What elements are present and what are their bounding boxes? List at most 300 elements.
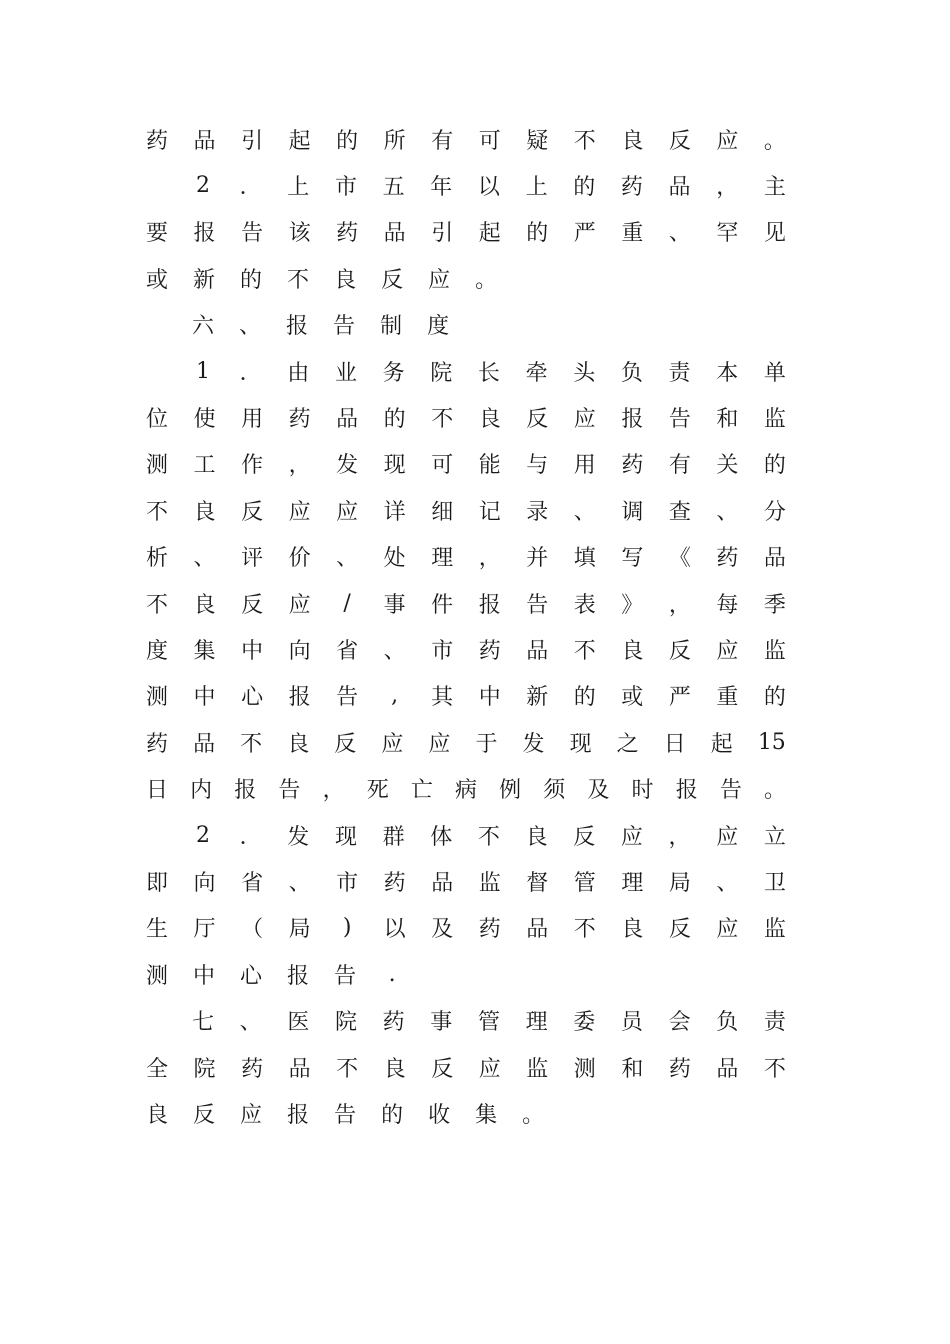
text-glyph: 上 <box>287 175 310 201</box>
text-glyph: 。 <box>475 267 498 293</box>
text-glyph: 理 <box>431 546 454 572</box>
text-glyph: 市 <box>431 638 454 664</box>
text-line <box>146 626 786 672</box>
text-line <box>146 348 786 394</box>
text-glyph: 病 <box>454 778 477 804</box>
text-glyph: 、 <box>239 1010 262 1036</box>
text-glyph: 反 <box>526 407 549 433</box>
text-glyph: 中 <box>193 685 216 711</box>
text-glyph: 处 <box>383 546 406 572</box>
text-glyph: 细 <box>431 499 454 525</box>
text-glyph: 不 <box>287 267 310 293</box>
text-glyph: 负 <box>716 1010 739 1036</box>
text-glyph: 应 <box>716 638 739 664</box>
text-glyph: ， <box>716 175 739 201</box>
text-line <box>146 580 786 626</box>
text-glyph: 头 <box>573 360 596 386</box>
text-glyph: 反 <box>241 499 264 525</box>
text-glyph: 不 <box>431 407 454 433</box>
text-glyph: 和 <box>716 407 739 433</box>
text-glyph: 监 <box>478 870 501 896</box>
text-glyph: 价 <box>288 546 311 572</box>
text-glyph: 评 <box>241 546 264 572</box>
text-glyph: 测 <box>146 963 169 989</box>
text-glyph: 1 <box>196 358 210 384</box>
text-glyph: 测 <box>146 453 169 479</box>
text-glyph: 集 <box>193 638 216 664</box>
text-glyph: 医 <box>287 1010 310 1036</box>
text-glyph: 度 <box>146 638 169 664</box>
text-glyph: 。 <box>763 778 786 804</box>
text-glyph: 的 <box>526 221 549 247</box>
text-glyph: 药 <box>336 221 359 247</box>
text-glyph: 委 <box>573 1010 596 1036</box>
text-glyph: 件 <box>431 592 454 618</box>
text-glyph: 发 <box>287 824 310 850</box>
text-glyph: 录 <box>526 499 549 525</box>
text-glyph: 厅 <box>193 917 216 943</box>
text-glyph: 以 <box>477 175 500 201</box>
text-line <box>146 302 786 348</box>
text-glyph: 良 <box>621 917 644 943</box>
text-glyph: 测 <box>146 685 169 711</box>
text-glyph: 向 <box>193 870 216 896</box>
text-glyph: 测 <box>573 1056 596 1082</box>
text-glyph: 本 <box>716 360 739 386</box>
text-glyph: ) <box>342 915 352 941</box>
text-line <box>146 1090 786 1136</box>
text-glyph: 生 <box>146 917 169 943</box>
text-glyph: 应 <box>428 267 451 293</box>
text-line <box>146 441 786 487</box>
text-glyph: 制 <box>380 314 403 340</box>
text-glyph: 能 <box>478 453 501 479</box>
text-glyph: 度 <box>427 314 450 340</box>
text-glyph: 的 <box>336 128 359 154</box>
text-glyph: 、 <box>383 638 406 664</box>
text-glyph: 及 <box>431 917 454 943</box>
text-glyph: 向 <box>288 638 311 664</box>
text-glyph: 用 <box>241 407 264 433</box>
text-glyph: 记 <box>478 499 501 525</box>
text-glyph: 引 <box>241 128 264 154</box>
text-glyph: ． <box>239 824 262 850</box>
text-glyph: , <box>391 683 399 709</box>
text-glyph: ， <box>288 453 311 479</box>
text-glyph: 位 <box>146 407 169 433</box>
text-glyph: 起 <box>710 731 733 757</box>
text-glyph: 应 <box>573 407 596 433</box>
text-glyph: 告 <box>668 407 691 433</box>
text-glyph: 的 <box>573 175 596 201</box>
text-glyph: 、 <box>716 499 739 525</box>
text-glyph: 反 <box>668 917 691 943</box>
text-glyph: 每 <box>716 592 739 618</box>
text-glyph: 。 <box>522 1102 545 1128</box>
text-glyph: 告 <box>719 778 742 804</box>
text-glyph: 不 <box>477 824 500 850</box>
text-glyph: 亡 <box>410 778 433 804</box>
text-glyph: 监 <box>763 638 786 664</box>
text-glyph: 的 <box>240 267 263 293</box>
text-glyph: 药 <box>478 638 501 664</box>
text-glyph: 现 <box>383 453 406 479</box>
text-glyph: 日 <box>146 778 169 804</box>
text-glyph: 良 <box>287 731 310 757</box>
text-glyph: 内 <box>190 778 213 804</box>
text-glyph: 表 <box>573 592 596 618</box>
text-glyph: 品 <box>668 175 691 201</box>
text-line <box>146 1044 786 1090</box>
text-glyph: 监 <box>763 917 786 943</box>
text-glyph: 15 <box>757 729 786 755</box>
text-line <box>146 858 786 904</box>
text-glyph: 2 <box>196 173 210 199</box>
text-glyph: 、 <box>288 870 311 896</box>
text-glyph: 重 <box>716 685 739 711</box>
text-glyph: 局 <box>288 917 311 943</box>
text-glyph: 集 <box>475 1102 498 1128</box>
text-glyph: 不 <box>573 128 596 154</box>
text-glyph: 应 <box>288 499 311 525</box>
document-body <box>146 116 786 1137</box>
text-glyph: 管 <box>477 1010 500 1036</box>
text-glyph: 心 <box>241 685 264 711</box>
text-glyph: 工 <box>193 453 216 479</box>
text-glyph: 、 <box>668 221 691 247</box>
text-glyph: 年 <box>430 175 453 201</box>
text-glyph: 药 <box>478 917 501 943</box>
text-glyph: 告 <box>526 592 549 618</box>
text-glyph: 报 <box>621 407 644 433</box>
text-glyph: 告 <box>334 963 357 989</box>
text-glyph: 良 <box>621 128 644 154</box>
text-glyph: 药 <box>146 731 169 757</box>
text-glyph: 及 <box>587 778 610 804</box>
text-glyph: 理 <box>525 1010 548 1036</box>
text-glyph: 发 <box>336 453 359 479</box>
text-glyph: 死 <box>366 778 389 804</box>
text-glyph: 七 <box>192 1010 215 1036</box>
text-glyph: 须 <box>543 778 566 804</box>
text-line <box>146 812 786 858</box>
text-glyph: 于 <box>475 731 498 757</box>
text-glyph: 务 <box>382 360 405 386</box>
text-glyph: 现 <box>569 731 592 757</box>
text-line <box>146 719 786 765</box>
text-glyph: 报 <box>478 592 501 618</box>
text-glyph: 严 <box>573 221 596 247</box>
text-glyph: 品 <box>716 1056 739 1082</box>
text-glyph: 员 <box>620 1010 643 1036</box>
text-glyph: 品 <box>526 638 549 664</box>
text-glyph: 、 <box>239 314 262 340</box>
text-glyph: 新 <box>193 267 216 293</box>
text-glyph: 与 <box>526 453 549 479</box>
text-glyph: 牵 <box>525 360 548 386</box>
text-glyph: 院 <box>334 1010 357 1036</box>
text-glyph: 应 <box>716 917 739 943</box>
text-glyph: 卫 <box>763 870 786 896</box>
text-glyph: 之 <box>616 731 639 757</box>
text-glyph: 药 <box>383 870 406 896</box>
text-glyph: 罕 <box>716 221 739 247</box>
text-glyph: 要 <box>146 221 169 247</box>
text-glyph: 应 <box>240 1102 263 1128</box>
text-glyph: ， <box>322 778 345 804</box>
text-glyph: 良 <box>383 1056 406 1082</box>
text-glyph: 报 <box>287 963 310 989</box>
text-glyph: 品 <box>763 546 786 572</box>
text-glyph: 或 <box>146 267 169 293</box>
text-glyph: 市 <box>334 175 357 201</box>
text-line <box>146 765 786 811</box>
text-glyph: 报 <box>193 221 216 247</box>
text-glyph: 可 <box>431 453 454 479</box>
text-glyph: 药 <box>668 1056 691 1082</box>
text-glyph: 、 <box>716 870 739 896</box>
text-glyph: 省 <box>336 638 359 664</box>
text-glyph: 品 <box>383 221 406 247</box>
text-glyph: 的 <box>573 685 596 711</box>
text-glyph: 调 <box>621 499 644 525</box>
text-glyph: 品 <box>431 870 454 896</box>
text-glyph: 或 <box>621 685 644 711</box>
text-glyph: 良 <box>478 407 501 433</box>
text-glyph: 单 <box>763 360 786 386</box>
text-glyph: 有 <box>668 453 691 479</box>
text-glyph: 良 <box>146 1102 169 1128</box>
text-glyph: 收 <box>428 1102 451 1128</box>
text-glyph: 有 <box>431 128 454 154</box>
text-glyph: 中 <box>193 963 216 989</box>
text-glyph: 并 <box>526 546 549 572</box>
text-glyph: 的 <box>763 453 786 479</box>
text-glyph: （ <box>241 917 264 943</box>
text-glyph: . <box>388 961 396 987</box>
text-glyph: 起 <box>288 128 311 154</box>
text-glyph: 药 <box>621 453 644 479</box>
text-glyph: 现 <box>334 824 357 850</box>
text-line <box>146 951 786 997</box>
text-glyph: 责 <box>763 1010 786 1036</box>
text-glyph: 药 <box>716 546 739 572</box>
text-glyph: 管 <box>573 870 596 896</box>
text-glyph: 报 <box>286 314 309 340</box>
text-glyph: 应 <box>336 499 359 525</box>
text-glyph: 发 <box>522 731 545 757</box>
text-glyph: 新 <box>526 685 549 711</box>
text-glyph: 告 <box>336 685 359 711</box>
text-glyph: 应 <box>716 824 739 850</box>
text-glyph: 不 <box>763 1056 786 1082</box>
text-glyph: 重 <box>621 221 644 247</box>
text-glyph: 告 <box>241 221 264 247</box>
text-glyph: 季 <box>763 592 786 618</box>
text-glyph: 使 <box>193 407 216 433</box>
text-glyph: 良 <box>334 267 357 293</box>
text-line <box>146 997 786 1043</box>
text-glyph: 、 <box>193 546 216 572</box>
text-glyph: 应 <box>620 824 643 850</box>
text-glyph: 药 <box>382 1010 405 1036</box>
text-glyph: / <box>343 590 351 616</box>
text-line <box>146 487 786 533</box>
text-glyph: 用 <box>573 453 596 479</box>
text-line <box>146 673 786 719</box>
text-glyph: 业 <box>334 360 357 386</box>
text-glyph: 应 <box>288 592 311 618</box>
text-glyph: 反 <box>241 592 264 618</box>
text-glyph: 查 <box>668 499 691 525</box>
text-glyph: 立 <box>763 824 786 850</box>
text-glyph: 反 <box>431 1056 454 1082</box>
text-glyph: 六 <box>192 314 215 340</box>
text-glyph: 品 <box>193 128 216 154</box>
text-glyph: 事 <box>383 592 406 618</box>
text-glyph: 报 <box>234 778 257 804</box>
text-glyph: 中 <box>478 685 501 711</box>
text-glyph: 告 <box>333 314 356 340</box>
text-line <box>146 255 786 301</box>
text-glyph: 所 <box>383 128 406 154</box>
text-glyph: 写 <box>621 546 644 572</box>
text-glyph: ． <box>239 360 262 386</box>
text-glyph: 由 <box>287 360 310 386</box>
text-glyph: 可 <box>478 128 501 154</box>
text-glyph: 应 <box>381 731 404 757</box>
text-glyph: 品 <box>288 1056 311 1082</box>
text-glyph: ， <box>668 824 691 850</box>
text-glyph: 会 <box>668 1010 691 1036</box>
text-glyph: 院 <box>430 360 453 386</box>
text-glyph: 反 <box>193 1102 216 1128</box>
text-glyph: 的 <box>381 1102 404 1128</box>
text-glyph: 负 <box>620 360 643 386</box>
text-line <box>146 534 786 580</box>
text-glyph: 省 <box>241 870 264 896</box>
text-glyph: 时 <box>631 778 654 804</box>
text-glyph: 起 <box>478 221 501 247</box>
text-glyph: 例 <box>499 778 522 804</box>
text-glyph: 良 <box>621 638 644 664</box>
text-line <box>146 116 786 162</box>
text-glyph: 不 <box>573 917 596 943</box>
text-line <box>146 394 786 440</box>
text-glyph: 督 <box>526 870 549 896</box>
text-glyph: 主 <box>763 175 786 201</box>
text-glyph: 群 <box>382 824 405 850</box>
text-glyph: 应 <box>428 731 451 757</box>
text-glyph: 详 <box>383 499 406 525</box>
text-glyph: 药 <box>146 128 169 154</box>
text-glyph: 作 <box>241 453 264 479</box>
text-glyph: 反 <box>668 638 691 664</box>
text-glyph: ， <box>478 546 501 572</box>
text-line <box>146 209 786 255</box>
text-glyph: 品 <box>193 731 216 757</box>
text-glyph: 反 <box>573 824 596 850</box>
text-glyph: 该 <box>288 221 311 247</box>
text-glyph: 药 <box>288 407 311 433</box>
text-glyph: 分 <box>763 499 786 525</box>
text-glyph: 、 <box>336 546 359 572</box>
text-glyph: 报 <box>675 778 698 804</box>
text-glyph: 中 <box>241 638 264 664</box>
text-glyph: ， <box>668 592 691 618</box>
text-glyph: 关 <box>716 453 739 479</box>
text-glyph: 反 <box>381 267 404 293</box>
text-glyph: 不 <box>240 731 263 757</box>
text-glyph: 告 <box>334 1102 357 1128</box>
text-glyph: 局 <box>668 870 691 896</box>
text-glyph: 、 <box>573 499 596 525</box>
text-glyph: 院 <box>193 1056 216 1082</box>
text-glyph: 药 <box>241 1056 264 1082</box>
text-glyph: 品 <box>336 407 359 433</box>
text-glyph: 不 <box>573 638 596 664</box>
text-glyph: 析 <box>146 546 169 572</box>
text-glyph: 填 <box>573 546 596 572</box>
text-glyph: 的 <box>763 685 786 711</box>
text-glyph: 应 <box>716 128 739 154</box>
text-glyph: 不 <box>336 1056 359 1082</box>
text-glyph: 严 <box>668 685 691 711</box>
text-glyph: 以 <box>383 917 406 943</box>
text-line <box>146 162 786 208</box>
text-glyph: 引 <box>431 221 454 247</box>
text-glyph: 告 <box>278 778 301 804</box>
text-glyph: 品 <box>526 917 549 943</box>
text-glyph: 《 <box>668 546 691 572</box>
text-glyph: 不 <box>146 499 169 525</box>
text-glyph: 理 <box>621 870 644 896</box>
text-glyph: 良 <box>193 592 216 618</box>
text-glyph: 日 <box>663 731 686 757</box>
text-glyph: 的 <box>383 407 406 433</box>
text-glyph: 责 <box>668 360 691 386</box>
text-glyph: 应 <box>478 1056 501 1082</box>
text-line <box>146 905 786 951</box>
text-glyph: 报 <box>288 685 311 711</box>
text-glyph: 事 <box>430 1010 453 1036</box>
text-glyph: 体 <box>430 824 453 850</box>
text-glyph: 监 <box>526 1056 549 1082</box>
text-glyph: 药 <box>620 175 643 201</box>
text-glyph: 报 <box>287 1102 310 1128</box>
text-glyph: 即 <box>146 870 169 896</box>
text-glyph: 》 <box>621 592 644 618</box>
text-glyph: 心 <box>240 963 263 989</box>
text-glyph: ． <box>239 175 262 201</box>
text-glyph: 良 <box>193 499 216 525</box>
text-glyph: 五 <box>382 175 405 201</box>
text-glyph: 反 <box>334 731 357 757</box>
text-glyph: 。 <box>763 128 786 154</box>
text-glyph: 监 <box>763 407 786 433</box>
text-glyph: 见 <box>763 221 786 247</box>
text-glyph: 其 <box>431 685 454 711</box>
text-glyph: 2 <box>196 822 210 848</box>
text-glyph: 长 <box>477 360 500 386</box>
text-glyph: 良 <box>525 824 548 850</box>
text-glyph: 疑 <box>526 128 549 154</box>
text-glyph: 全 <box>146 1056 169 1082</box>
text-glyph: 上 <box>525 175 548 201</box>
text-glyph: 反 <box>668 128 691 154</box>
text-glyph: 不 <box>146 592 169 618</box>
text-glyph: 市 <box>336 870 359 896</box>
